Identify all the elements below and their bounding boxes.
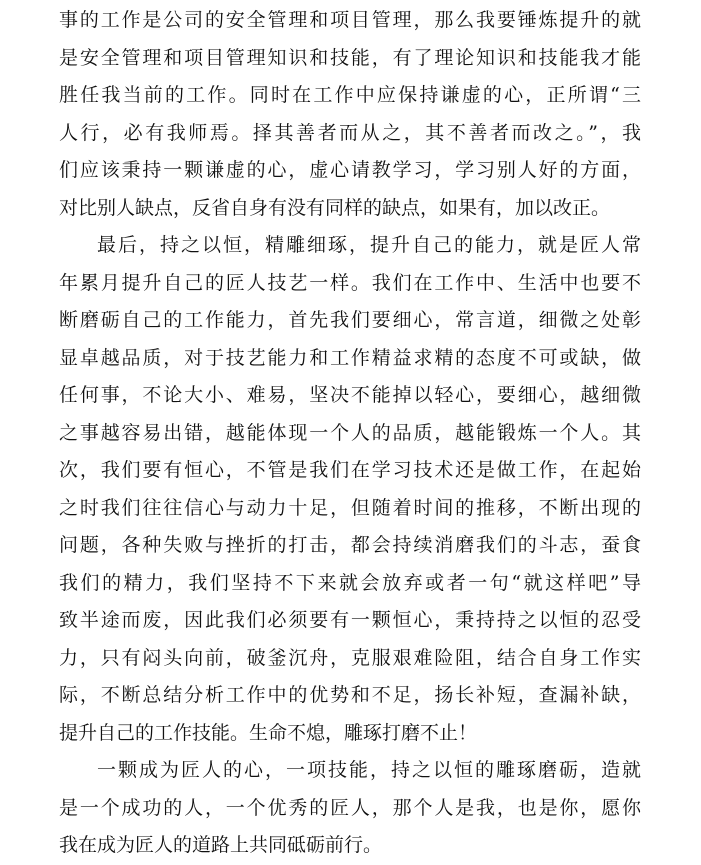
text-line: 显卓越品质，对于技艺能力和工作精益求精的态度不可或缺，做 [59,346,641,369]
text-line: 我在成为匠人的道路上共同砥砺前行。 [59,834,383,856]
text-line: 次，我们要有恒心，不管是我们在学习技术还是做工作，在起始 [59,459,641,481]
text-line: 断磨砺自己的工作能力，首先我们要细心，常言道，细微之处彰 [59,309,641,331]
text-line: 对比别人缺点，反省自身有没有同样的缺点，如果有，加以改正。 [59,196,611,219]
paragraph-2 [59,227,641,752]
text-line: 事的工作是公司的安全管理和项目管理，那么我要锤炼提升的就 [59,9,641,31]
document-body [59,2,641,865]
text-line: 我们的精力，我们坚持不下来就会放弃或者一句“就这样吧”导 [59,571,641,594]
paragraph-1 [59,2,641,227]
text-line: 是安全管理和项目管理知识和技能，有了理论知识和技能我才能 [59,46,641,69]
text-line: 是一个成功的人，一个优秀的匠人，那个人是我，也是你，愿你 [59,796,641,819]
text-line: 问题，各种失败与挫折的打击，都会持续消磨我们的斗志，蚕食 [59,534,641,556]
text-line: 力，只有闷头向前，破釜沉舟，克服艰难险阻，结合自身工作实 [59,646,641,669]
paragraph-3 [59,752,641,865]
text-line: 年累月提升自己的匠人技艺一样。我们在工作中、生活中也要不 [59,271,641,294]
text-line: 们应该秉持一颗谦虚的心，虚心请教学习，学习别人好的方面， [59,159,641,181]
text-line: 任何事，不论大小、难易，坚决不能掉以轻心，要细心，越细微 [59,384,641,406]
text-line: 之时我们往往信心与动力十足，但随着时间的推移，不断出现的 [59,496,641,519]
text-line: 一颗成为匠人的心，一项技能，持之以恒的雕琢磨砺，造就 [97,759,641,781]
text-line: 致半途而废，因此我们必须要有一颗恒心，秉持持之以恒的忍受 [59,609,641,631]
text-line: 际，不断总结分析工作中的优势和不足，扬长补短，查漏补缺， [59,684,641,706]
text-line: 提升自己的工作技能。生命不熄，雕琢打磨不止！ [59,721,478,744]
text-line: 最后，持之以恒，精雕细琢，提升自己的能力，就是匠人常 [97,234,641,256]
text-line: 人行，必有我师焉。择其善者而从之，其不善者而改之。”，我 [59,121,641,144]
text-line: 胜任我当前的工作。同时在工作中应保持谦虚的心，正所谓“三 [59,84,641,106]
text-line: 之事越容易出错，越能体现一个人的品质，越能锻炼一个人。其 [59,421,641,444]
